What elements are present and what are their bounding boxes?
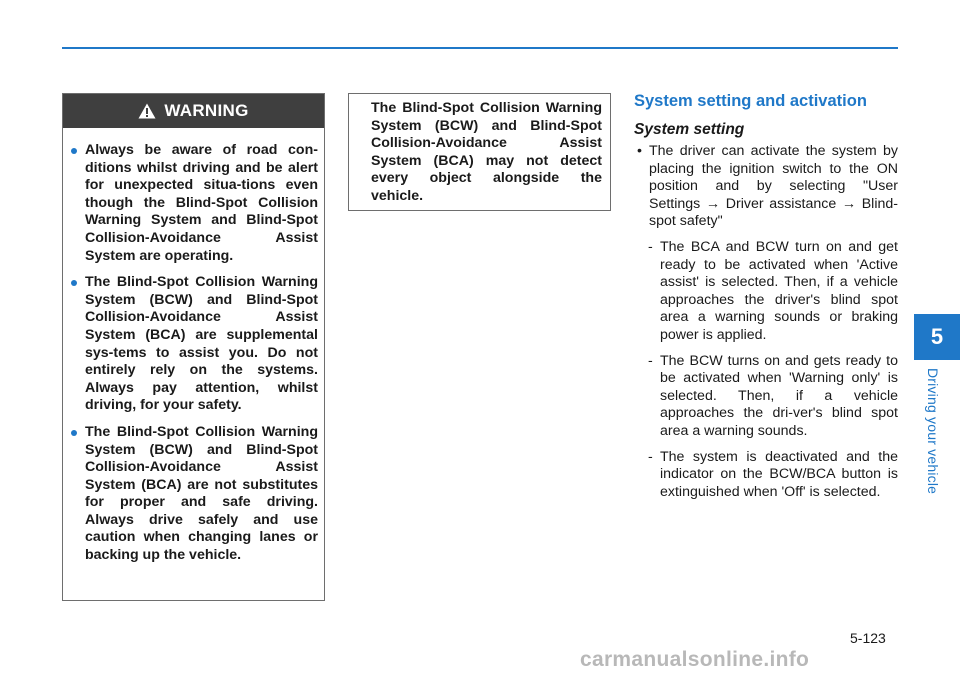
setting-bullet: • The driver can activate the system by placing the ignition switch to the ON position and by selecting "User Settings → Driver assistance → Blind-spot safety" [637, 143, 898, 230]
setting-option: - The BCW turns on and gets ready to be activated when 'Warning only' is selected. Then, if a vehicle approaches the dri-ver's blind spot area a warning sounds. [648, 352, 898, 439]
page-number: 5-123 [850, 630, 886, 646]
bullet-icon [71, 430, 77, 436]
section-title: System setting and activation [634, 92, 867, 110]
bullet-icon [71, 148, 77, 154]
warning-title: WARNING [164, 101, 249, 120]
top-divider [62, 47, 898, 49]
setting-option: - The BCA and BCW turn on and get ready to be activated when 'Active assist' is selected. Then, if a vehicle approaches the driver's blind spot area a warning sounds or braking power is applied. [648, 238, 898, 343]
chapter-tab [914, 314, 960, 360]
chapter-number: 5 [930, 324, 944, 349]
warning-triangle-icon [138, 103, 156, 119]
bullet-icon: • [637, 143, 642, 159]
warning-item: The Blind-Spot Collision Warning System (BCW) and Blind-Spot Collision-Avoidance Assist System (BCA) are supplemental sys-tems to assist you. Do not entirely rely on the systems. Always pay attention, whilst driving, for your safety. [71, 274, 318, 415]
section-subtitle: System setting [634, 121, 745, 138]
note-box [348, 93, 611, 211]
note-text: The Blind-Spot Collision Warning System (BCW) and Blind-Spot Collision-Avoidance Assist System (BCA) may not detect every object alongside the vehicle. [371, 100, 602, 204]
watermark: carmanualsonline.info [580, 648, 810, 671]
warning-item: Always be aware of road con-ditions whilst driving and be alert for unexpected situa-tions even though the Blind-Spot Collision Warning System and Blind-Spot Collision-Avoidance Assist System are operating. [71, 142, 318, 265]
chapter-label: Driving your vehicle [925, 368, 941, 495]
warning-header [63, 94, 324, 128]
setting-option: - The system is deactivated and the indicator on the BCW/BCA button is extinguished when 'Off' is selected. [648, 448, 898, 500]
warning-box [62, 93, 325, 601]
content-section [634, 91, 898, 501]
bullet-icon [71, 280, 77, 286]
warning-list [71, 142, 318, 565]
warning-item: The Blind-Spot Collision Warning System (BCW) and Blind-Spot Collision-Avoidance Assist System (BCA) are not substitutes for proper and safe driving. Always drive safely and use caution when changing lanes or backing up the vehicle. [71, 424, 318, 565]
